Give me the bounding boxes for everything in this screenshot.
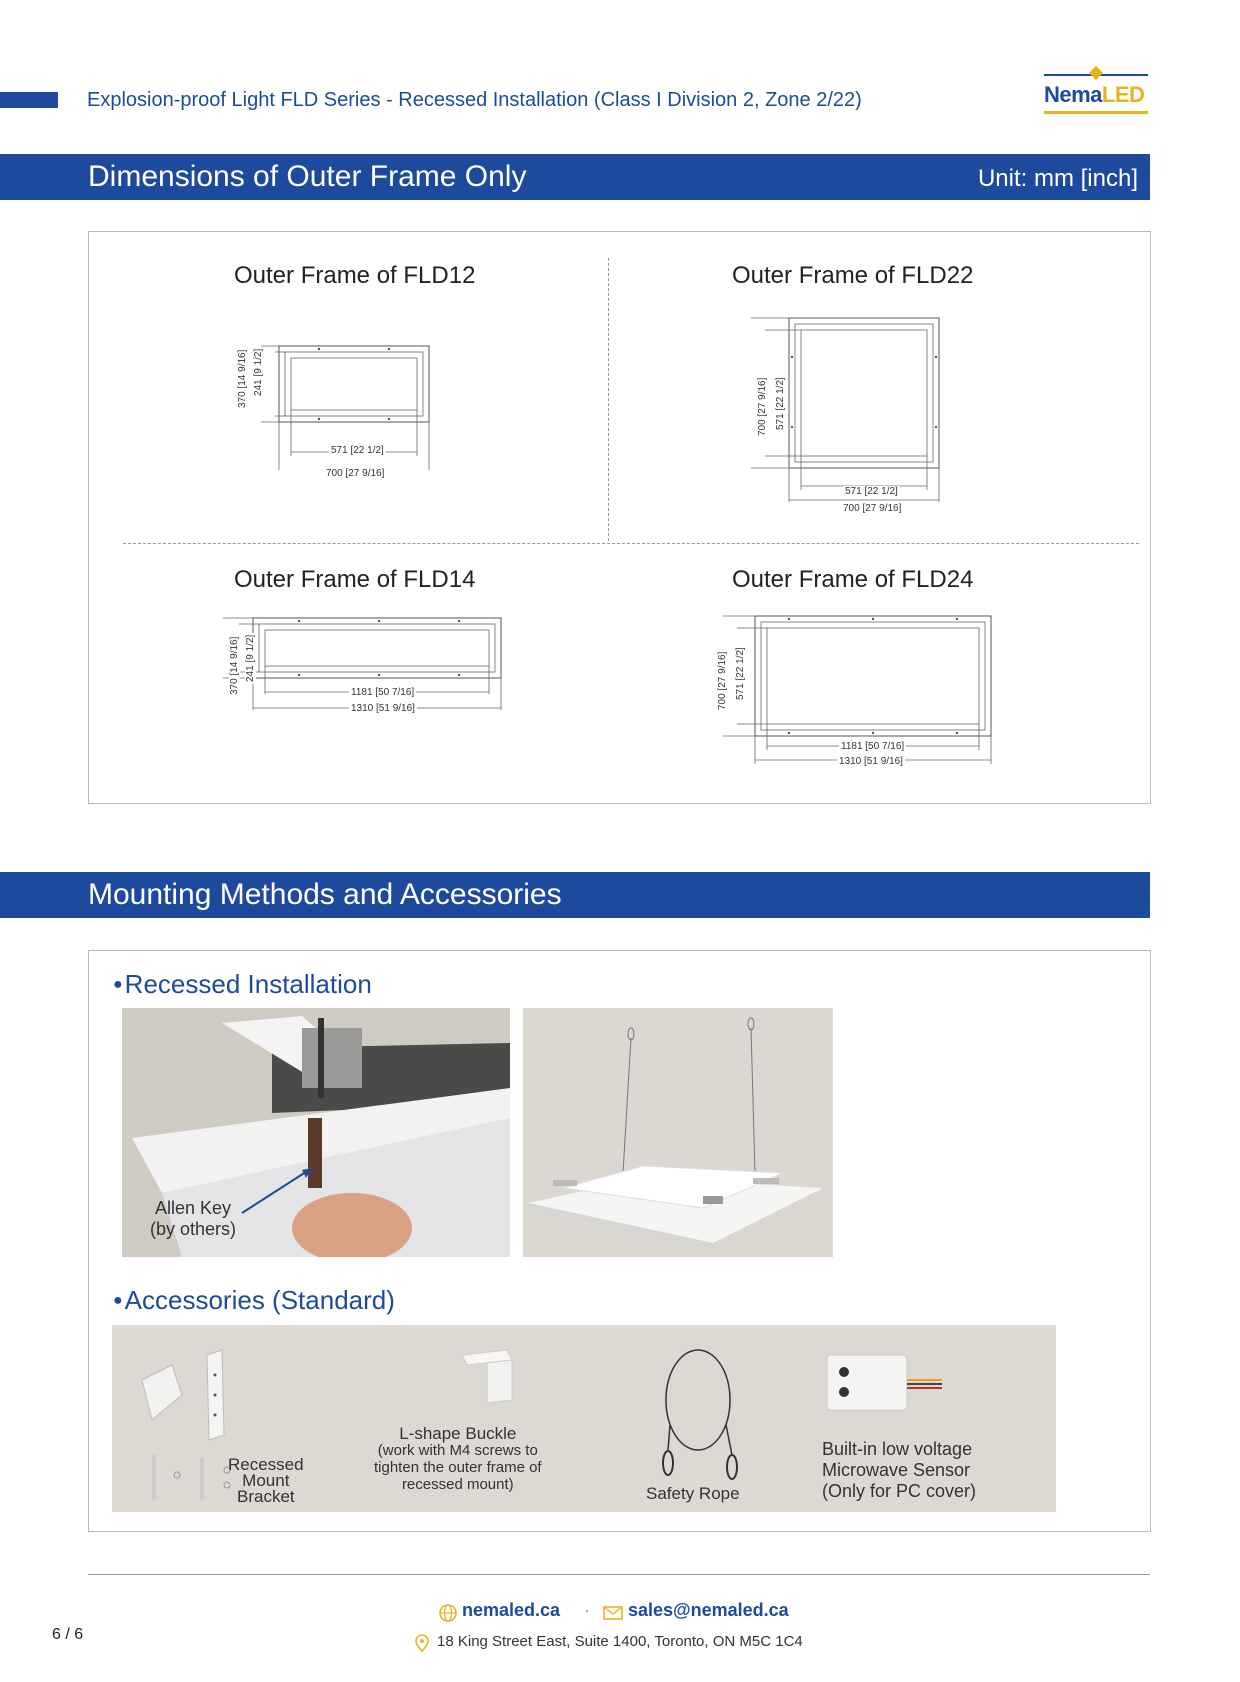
fld12-inner-width: 571 [22 1/2] xyxy=(331,445,384,456)
allen-key-label: Allen Key (by others) xyxy=(150,1198,237,1239)
frame-title-fld12: Outer Frame of FLD12 xyxy=(234,262,476,289)
dimensions-section-header xyxy=(0,154,1150,200)
mounting-panel xyxy=(88,950,1151,1532)
dimensions-panel xyxy=(88,231,1151,804)
footer-separator: · xyxy=(584,1600,590,1620)
bulb-icon xyxy=(1089,66,1103,80)
accessories-title: ● Accessories (Standard) xyxy=(113,1285,395,1316)
fld24-inner-width: 1181 [50 7/16] xyxy=(841,741,905,752)
footer-divider xyxy=(88,1574,1150,1575)
footer-address: 18 King Street East, Suite 1400, Toronto, ON M5C 1C4 xyxy=(437,1633,803,1650)
safety-rope-label: Safety Rope xyxy=(646,1484,740,1503)
fld22-outer-height: 700 [27 9/16] xyxy=(757,377,768,436)
email-link[interactable]: sales@nemaled.ca xyxy=(628,1600,789,1620)
fld24-inner-height: 571 [22 1/2] xyxy=(735,647,746,700)
accessories-strip xyxy=(112,1325,1056,1512)
frame-title-fld14: Outer Frame of FLD14 xyxy=(234,566,476,593)
bracket-label: Recessed Mount Bracket xyxy=(228,1455,304,1506)
fld22-inner-height: 571 [22 1/2] xyxy=(775,377,786,430)
fld14-outer-height: 370 [14 9/16] xyxy=(229,636,240,695)
bracket-image xyxy=(122,1340,242,1505)
page-number: 6 / 6 xyxy=(52,1626,84,1643)
frame-title-fld24: Outer Frame of FLD24 xyxy=(732,566,974,593)
fld12-inner-height: 241 [9 1/2] xyxy=(253,348,264,396)
fld14-inner-height: 241 [9 1/2] xyxy=(245,634,256,682)
globe-icon xyxy=(438,1603,458,1623)
section-title: Dimensions of Outer Frame Only xyxy=(88,160,527,193)
fld24-outer-width: 1310 [51 9/16] xyxy=(839,756,903,767)
recessed-installation-title: ● Recessed Installation xyxy=(113,969,372,1000)
microwave-sensor-image xyxy=(822,1350,952,1420)
l-buckle-label: L-shape Buckle (work with M4 screws to tighten the outer frame of recessed mount) xyxy=(374,1424,542,1493)
suspended-panel-photo xyxy=(523,1008,833,1257)
fld12-outer-width: 700 [27 9/16] xyxy=(326,468,385,479)
l-buckle-image xyxy=(457,1345,527,1405)
nemaled-logo: NemaLED xyxy=(1044,68,1148,114)
email-icon xyxy=(603,1606,623,1620)
header-accent-bar xyxy=(0,92,58,108)
unit-label: Unit: mm [inch] xyxy=(977,165,1138,192)
document-header-title: Explosion-proof Light FLD Series - Recessed Installation (Class I Division 2, Zone 2/22) xyxy=(87,89,862,111)
mounting-section-header xyxy=(0,872,1150,918)
fld12-outer-height: 370 [14 9/16] xyxy=(237,349,248,408)
location-pin-icon xyxy=(415,1634,429,1652)
section-title: Mounting Methods and Accessories xyxy=(88,878,562,911)
fld14-outer-width: 1310 [51 9/16] xyxy=(351,703,415,714)
fld14-inner-width: 1181 [50 7/16] xyxy=(351,687,415,698)
fld24-outer-height: 700 [27 9/16] xyxy=(717,651,728,710)
fld22-drawing xyxy=(739,312,959,502)
microwave-sensor-label: Built-in low voltage Microwave Sensor (Only for PC cover) xyxy=(822,1439,977,1501)
fld22-inner-width: 571 [22 1/2] xyxy=(845,486,898,497)
fld22-outer-width: 700 [27 9/16] xyxy=(843,503,902,514)
safety-rope-image xyxy=(660,1345,750,1495)
website-link[interactable]: nemaled.ca xyxy=(462,1600,561,1620)
frame-title-fld22: Outer Frame of FLD22 xyxy=(732,262,974,289)
recessed-install-photo xyxy=(122,1008,510,1257)
